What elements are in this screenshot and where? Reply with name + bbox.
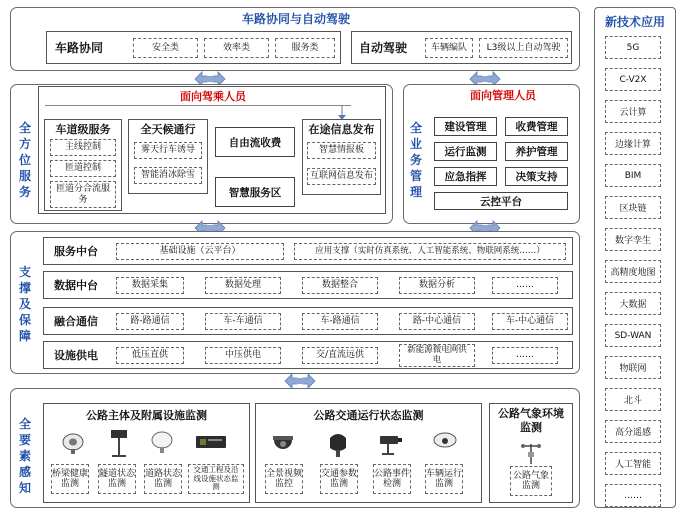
top-panel [10,7,580,71]
info-release-group [302,119,381,195]
new-tech-item: 5G [605,36,661,59]
weather-monitoring-item: 公路气象监测 [510,466,552,496]
side-char: 位 [18,153,31,167]
new-tech-item: 人工智能 [605,452,661,475]
side-char: 务 [18,185,31,199]
lane-service-item: 匝道分合流服务 [50,181,116,208]
support-row-item: …… [492,347,558,364]
side-char: 感 [18,465,31,479]
autonomous-label: 自动驾驶 [359,41,408,55]
vehicle-road-label: 车路协同 [55,41,104,55]
support-row-item: 数据整合 [302,277,378,294]
lane-service-item: 主线控制 [50,139,116,156]
vehicle-road-item: 安全类 [133,38,198,58]
mgmt-item: 养护管理 [505,142,568,161]
lane-service-group [44,119,122,211]
support-row-item: 数据处理 [205,277,281,294]
support-row-item: 新能源微电网供电 [399,344,475,367]
new-tech-item: 北斗 [605,388,661,411]
infra-monitoring-item: 隧道状态监测 [98,464,136,494]
support-row-item: 车-车通信 [205,313,281,330]
new-tech-item: 数字孪生 [605,228,661,251]
support-row-service [43,237,573,265]
infra-monitoring-item: 道路状态监测 [144,464,182,494]
new-tech-title: 新技术应用 [604,14,665,29]
mgmt-item: 收费管理 [505,117,568,136]
driver-panel-title: 面向驾乘人员 [180,90,246,103]
side-char: 务 [409,153,422,167]
all-weather-item: 雾天行车诱导 [134,142,202,159]
new-tech-item: BIM [605,164,661,187]
support-row-item: 数据采集 [116,277,184,294]
traffic-monitoring-item: 全景视频监控 [265,464,303,494]
side-char: 支 [18,265,31,279]
support-row-item: …… [492,277,558,294]
lane-service-title: 车道级服务 [55,123,111,136]
weather-monitoring-group [489,403,573,503]
info-release-item: 互联网信息发布 [307,168,376,185]
infra-monitoring-item: 交通工程及沿线设施状态监测 [188,464,244,494]
support-row-item: 数据分析 [399,277,475,294]
cloud-control-platform: 云控平台 [434,192,568,210]
traffic-monitoring-item: 公路事件检测 [373,464,411,494]
infra-monitoring-group [43,403,250,503]
autonomous-item: L3级以上自动驾驶 [479,38,568,58]
side-char: 服 [18,169,31,183]
all-weather-title: 全天候通行 [140,123,196,136]
info-release-title: 在途信息发布 [308,123,375,136]
infra-monitoring-title: 公路主体及附属设施监测 [86,409,207,422]
weather-station-icon [520,440,542,464]
support-row-power [43,341,573,369]
support-row-item: 交/直流远供 [302,347,378,364]
new-tech-item: SD-WAN [605,324,661,347]
infra-monitoring-item: 桥梁健康监测 [51,464,89,494]
support-row-label: 数据中台 [54,279,98,292]
support-row-item: 应用支撑（实时仿真系统、人工智能系统、物联网系统……） [294,243,566,260]
new-tech-item: 高精度地图 [605,260,661,283]
new-tech-item: C-V2X [605,68,661,91]
all-weather-group [128,119,208,194]
side-char: 全 [409,121,422,135]
traffic-param-sensor-icon [326,430,350,458]
info-release-item: 智慧情报板 [307,142,376,159]
traffic-monitoring-item: 交通参数监测 [320,464,358,494]
side-char: 要 [18,433,31,447]
traffic-monitoring-group [255,403,482,503]
vehicle-road-group [46,31,341,64]
driver-panel [38,86,386,214]
side-char: 理 [409,185,422,199]
support-row-label: 融合通信 [54,315,98,328]
side-char: 全 [18,417,31,431]
new-tech-item: 大数据 [605,292,661,315]
side-char: 障 [18,329,31,343]
vehicle-road-item: 效率类 [204,38,269,58]
mgmt-item: 运行监测 [434,142,497,161]
side-char: 知 [18,481,31,495]
new-tech-item: …… [605,484,661,507]
weather-monitoring-title: 公路气象环境监测 [498,407,564,434]
support-row-comm [43,307,573,335]
bridge-sensor-icon [58,430,88,454]
all-weather-item: 智能消冰除雪 [134,167,202,184]
side-char: 素 [18,449,31,463]
panorama-camera-icon [270,430,296,456]
facility-sensor-icon [194,432,228,452]
side-char: 及 [18,297,31,311]
new-tech-item: 高分遥感 [605,420,661,443]
mgmt-panel-title: 面向管理人员 [470,89,536,102]
side-char: 方 [18,137,31,151]
full-business-side-label [408,120,424,200]
support-side-label [17,264,33,344]
tunnel-sensor-icon [108,428,130,458]
traffic-monitoring-item: 车辆运行监测 [425,464,463,494]
lane-service-item: 匝道控制 [50,160,116,177]
double-arrow-icon [283,373,317,389]
support-row-data [43,271,573,299]
side-char: 保 [18,313,31,327]
support-row-item: 中压供电 [205,347,281,364]
free-flow-toll-box: 自由流收费 [215,127,295,157]
smart-service-area-box: 智慧服务区 [215,177,295,207]
support-row-item: 低压直供 [116,347,184,364]
new-tech-item: 物联网 [605,356,661,379]
road-sensor-icon [149,430,175,454]
perception-side-label [17,416,33,496]
full-service-side-label [17,120,33,200]
driver-panel-divider [45,105,351,106]
autonomous-item: 车辆编队 [425,38,473,58]
vehicle-road-item: 服务类 [275,38,335,58]
support-row-item: 路-中心通信 [399,313,475,330]
new-tech-item: 边缘计算 [605,132,661,155]
event-detection-camera-icon [376,432,406,456]
support-row-label: 设施供电 [54,349,98,362]
top-panel-title: 车路协同与自动驾驶 [241,11,350,26]
side-char: 撑 [18,281,31,295]
mgmt-item: 应急指挥 [434,167,497,186]
support-row-item: 路-路通信 [116,313,184,330]
support-row-item: 车-中心通信 [492,313,568,330]
support-row-item: 车-路通信 [302,313,378,330]
traffic-monitoring-title: 公路交通运行状态监测 [313,409,424,422]
new-tech-item: 云计算 [605,100,661,123]
side-char: 业 [409,137,422,151]
mgmt-item: 建设管理 [434,117,497,136]
side-char: 管 [409,169,422,183]
new-tech-item: 区块链 [605,196,661,219]
support-row-label: 服务中台 [54,245,98,258]
side-char: 全 [18,121,31,135]
autonomous-group [351,31,572,64]
support-row-item: 基础设施（云平台） [116,243,284,260]
mgmt-item: 决策支持 [505,167,568,186]
vehicle-monitor-camera-icon [432,430,458,454]
